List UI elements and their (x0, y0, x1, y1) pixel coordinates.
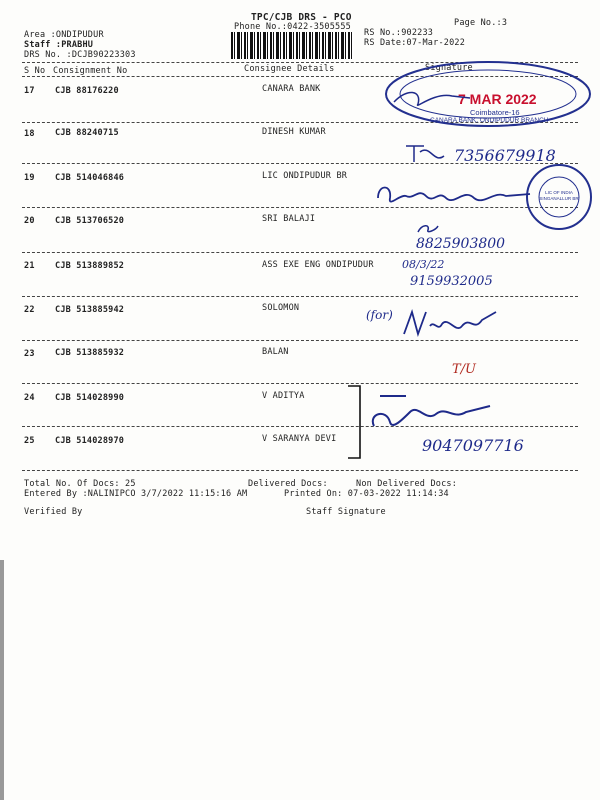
signature-canara (392, 84, 472, 110)
row-consignment: CJB 514028990 (55, 393, 125, 403)
col-consignee: Consignee Details (244, 64, 335, 74)
date-eng: 08/3/22 (402, 258, 445, 271)
row-sno: 24 (24, 393, 35, 403)
row-sno: 21 (24, 261, 35, 271)
row-consignment: CJB 513885932 (55, 348, 125, 358)
stamp-branch: CANARA BANK, ONDIPUDUR BRANCH (430, 117, 549, 124)
row-divider (22, 296, 578, 297)
signature-aditya (366, 386, 496, 440)
row-divider (22, 470, 578, 471)
staff-label: Staff :PRABHU (24, 40, 94, 50)
drs-number: DRS No. :DCJB90223303 (24, 50, 136, 60)
area-label: Area :ONDIPUDUR (24, 30, 104, 40)
verified-by: Verified By (24, 507, 83, 517)
row-consignment: CJB 514046846 (55, 173, 125, 183)
staff-signature: Staff Signature (306, 507, 386, 517)
stamp-city: Coimbatore-16 (470, 108, 520, 117)
signature-balaji (416, 222, 440, 236)
entered-by: Entered By :NALINIPCO 3/7/2022 11:15:16 AM (24, 489, 248, 499)
phone-dinesh: 7356679918 (454, 146, 556, 165)
document-title: TPC/CJB DRS - PCO (251, 12, 352, 23)
scan-edge (0, 560, 4, 800)
row-consignee: DINESH KUMAR (262, 127, 326, 137)
row-sno: 18 (24, 129, 35, 139)
row-sno: 19 (24, 173, 35, 183)
page-number: Page No.:3 (454, 18, 508, 28)
rs-number: RS No.:902233 (364, 28, 434, 38)
phone-number: Phone No.:0422-3505555 (234, 22, 351, 32)
row-divider (22, 383, 578, 384)
row-sno: 25 (24, 436, 35, 446)
phone-eng: 9159932005 (410, 274, 493, 289)
col-signature: Signature (425, 63, 473, 73)
col-sno: S No (24, 66, 46, 76)
row-consignment: CJB 514028970 (55, 436, 125, 446)
row-consignee: CANARA BANK (262, 84, 321, 94)
row-consignee: V ADITYA (262, 391, 305, 401)
row-consignment: CJB 513706520 (55, 216, 125, 226)
stamp-date: 7 MAR 2022 (458, 91, 537, 107)
row-consignee: V SARANYA DEVI (262, 434, 337, 444)
signature-lic (374, 178, 534, 212)
row-consignee: LIC ONDIPUDUR BR (262, 171, 348, 181)
row-divider (22, 252, 578, 253)
row-sno: 20 (24, 216, 35, 226)
lic-stamp-text: LIC OF INDIA SINGANALLUR BR (539, 190, 579, 201)
signature-solomon (400, 306, 500, 342)
row-consignee: BALAN (262, 347, 289, 357)
total-docs: Total No. Of Docs: 25 (24, 479, 136, 489)
row-consignment: CJB 513885942 (55, 305, 125, 315)
row-sno: 17 (24, 86, 35, 96)
phone-saranya: 9047097716 (422, 436, 524, 455)
note-solomon: (for) (366, 308, 393, 322)
barcode (231, 32, 354, 59)
row-consignment: CJB 88176220 (55, 86, 119, 96)
col-consignment: Consignment No (53, 66, 128, 76)
row-consignee: ASS EXE ENG ONDIPUDUR (262, 260, 374, 270)
non-delivered-docs: Non Delivered Docs: (356, 479, 458, 489)
printed-on: Printed On: 07-03-2022 11:14:34 (284, 489, 449, 499)
bracket-mark (344, 384, 366, 460)
row-consignment: CJB 88240715 (55, 128, 119, 138)
row-sno: 23 (24, 349, 35, 359)
note-balan: T/U (452, 362, 477, 377)
row-consignee: SRI BALAJI (262, 214, 316, 224)
signature-dinesh (404, 142, 452, 166)
row-consignee: SOLOMON (262, 303, 300, 313)
row-sno: 22 (24, 305, 35, 315)
row-consignment: CJB 513889852 (55, 261, 125, 271)
phone-balaji: 8825903800 (416, 236, 506, 252)
rs-date: RS Date:07-Mar-2022 (364, 38, 466, 48)
delivered-docs: Delivered Docs: (248, 479, 328, 489)
